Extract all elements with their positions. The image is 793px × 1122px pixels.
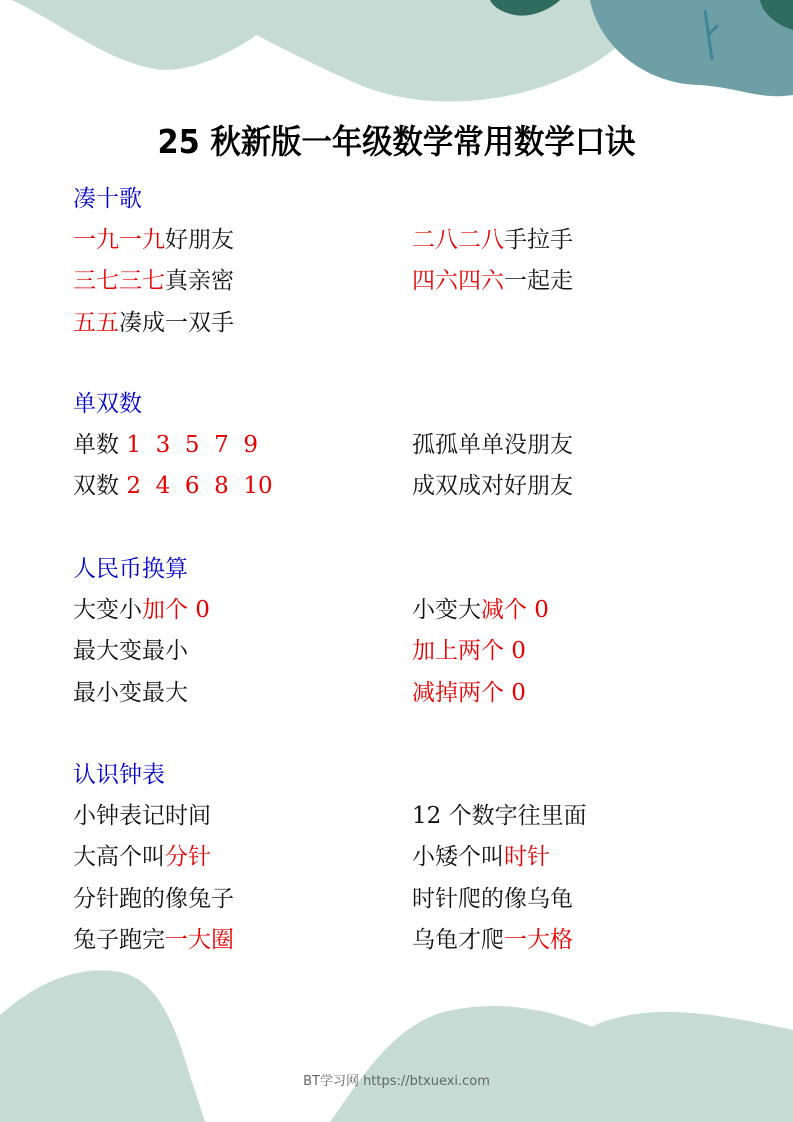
highlighted-text: 一九一九 (73, 227, 165, 254)
highlighted-text: 减掉两个 0 (412, 679, 526, 706)
text-segment: 最小变最大 (73, 679, 188, 706)
text-segment: 好朋友 (165, 227, 234, 254)
text-segment: 时针爬的像乌龟 (412, 885, 573, 912)
text-segment: 单数 (73, 432, 127, 459)
text-segment: 一起走 (504, 268, 573, 295)
top-right-leaf (590, 0, 793, 96)
verse-line-left (73, 430, 258, 460)
verse-line-right (412, 884, 573, 914)
footer-watermark: BT学习网 https://btxuexi.com (303, 1074, 490, 1089)
text-segment: 小矮个叫 (412, 844, 504, 871)
verse-line-left (73, 471, 273, 501)
page-title: 25 秋新版一年级数学常用数学口诀 (157, 122, 636, 161)
verse-line-right (412, 636, 526, 666)
verse-line-right (412, 925, 573, 955)
highlighted-text: 时针 (504, 844, 550, 871)
highlighted-text: 四六四六 (412, 268, 504, 295)
highlighted-text: 加个 0 (142, 597, 210, 624)
highlighted-text: 2 4 6 8 10 (126, 473, 273, 500)
text-segment: 乌龟才爬 (412, 926, 504, 953)
highlighted-text: 加上两个 0 (412, 638, 526, 665)
highlighted-text: 二八二八 (412, 227, 504, 254)
section-heading: 认识钟表 (73, 762, 165, 788)
text-segment: 双数 (73, 473, 127, 500)
highlighted-text: 三七三七 (73, 268, 165, 295)
highlighted-text: 五五 (73, 309, 119, 336)
text-segment: 最大变最小 (73, 638, 188, 665)
section-heading: 单双数 (73, 391, 142, 417)
verse-line-left (73, 801, 211, 831)
verse-line-left (73, 266, 234, 296)
text-segment: 兔子跑完 (73, 926, 165, 953)
verse-line-left (73, 678, 188, 708)
text-segment: 孤孤单单没朋友 (412, 432, 573, 459)
text-segment: 大高个叫 (73, 844, 165, 871)
highlighted-text: 1 3 5 7 9 (126, 432, 258, 459)
verse-line-right (412, 842, 550, 872)
highlighted-text: 一大圈 (165, 926, 234, 953)
verse-line-left (73, 636, 188, 666)
section-heading: 人民币换算 (73, 556, 188, 582)
verse-line-right (412, 430, 573, 460)
verse-line-right (412, 266, 573, 296)
verse-line-right (412, 595, 549, 625)
verse-line-left (73, 595, 210, 625)
text-segment: 大变小 (73, 597, 142, 624)
verse-line-right (412, 678, 526, 708)
top-center-blob (190, 0, 650, 101)
highlighted-text: 分针 (165, 844, 211, 871)
verse-line-left (73, 925, 234, 955)
text-segment: 分针跑的像兔子 (73, 885, 234, 912)
highlighted-text: 减个 0 (481, 597, 549, 624)
verse-line-right (412, 801, 587, 831)
verse-line-left (73, 225, 234, 255)
text-segment: 凑成一双手 (119, 309, 234, 336)
text-segment: 手拉手 (504, 227, 573, 254)
text-segment: 小钟表记时间 (73, 803, 211, 830)
text-segment: 成双成对好朋友 (412, 473, 573, 500)
verse-line-left (73, 884, 234, 914)
verse-line-left (73, 308, 234, 338)
verse-line-right (412, 471, 573, 501)
bottom-left-blob (0, 970, 205, 1122)
section-heading: 凑十歌 (73, 186, 142, 212)
verse-line-left (73, 842, 211, 872)
text-segment: 12 个数字往里面 (412, 803, 587, 830)
verse-line-right (412, 225, 573, 255)
text-segment: 小变大 (412, 597, 481, 624)
highlighted-text: 一大格 (504, 926, 573, 953)
text-segment: 真亲密 (165, 268, 234, 295)
